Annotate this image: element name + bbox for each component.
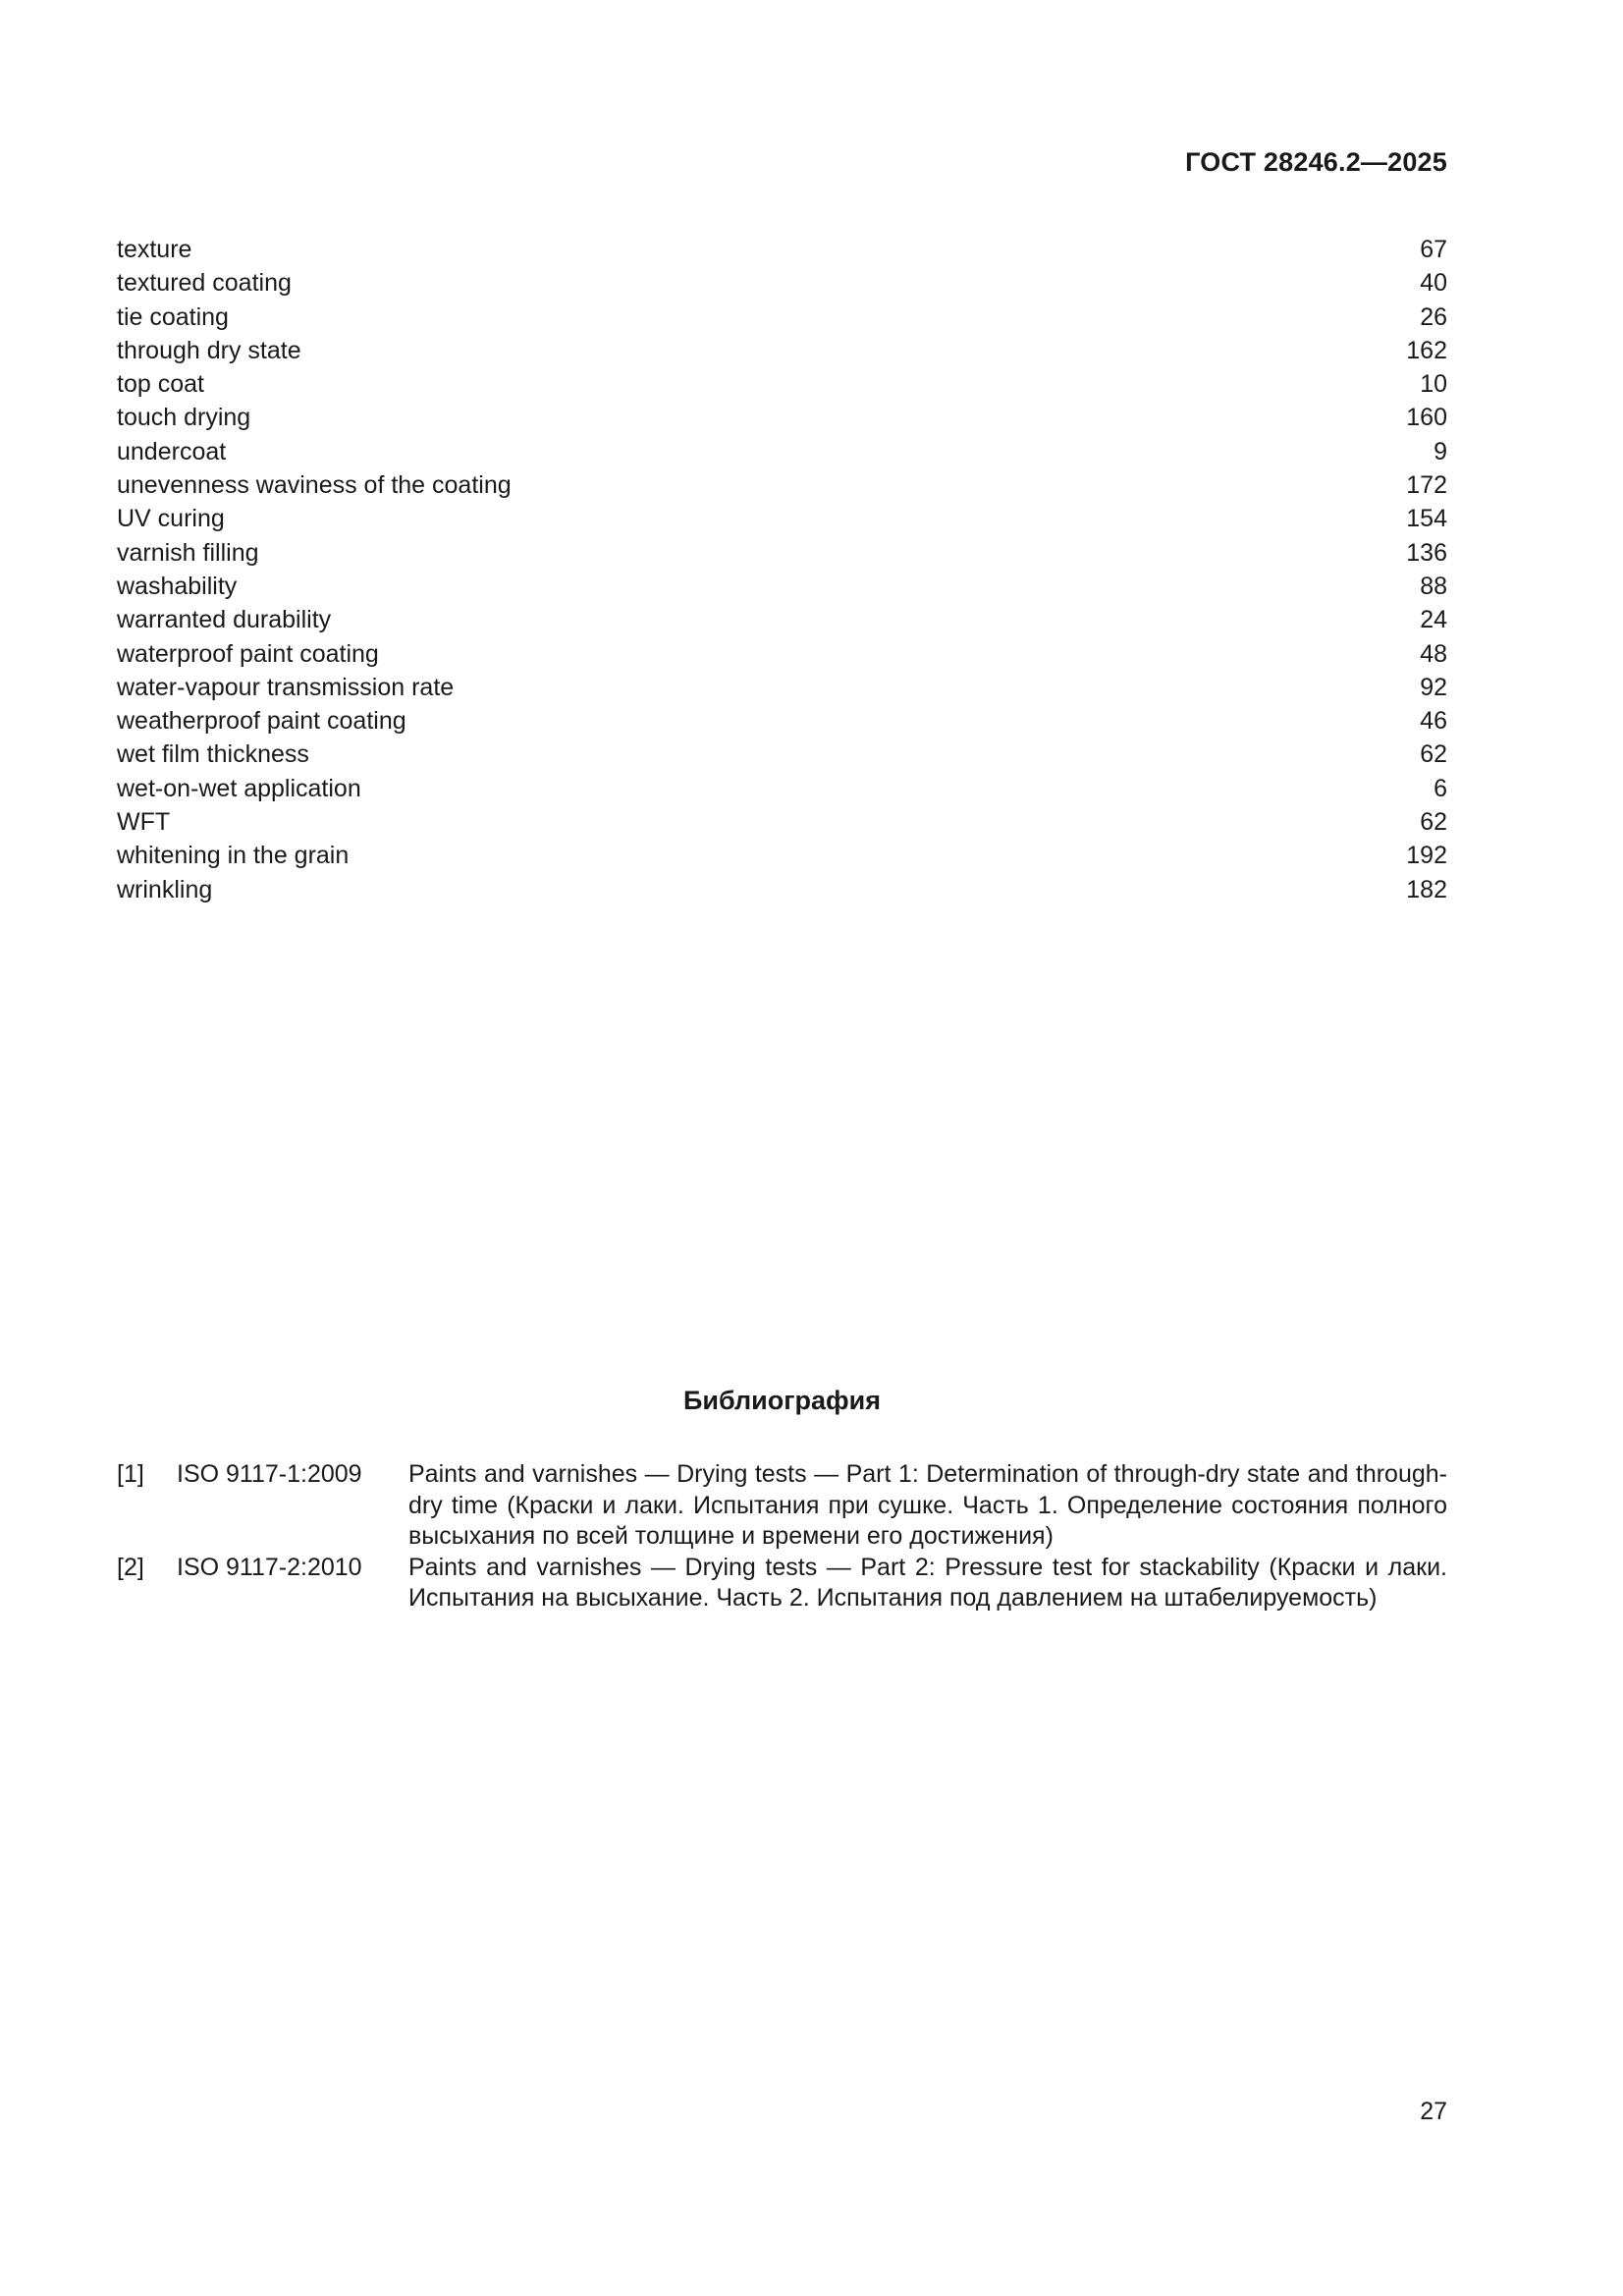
index-term: weatherproof paint coating [117,707,406,736]
index-row [117,805,1447,839]
index-term: undercoat [117,437,227,465]
bibliography-number: [1] [117,1460,144,1488]
bibliography-code: ISO 9117-2:2010 [177,1553,362,1581]
bibliography-number: [2] [117,1553,144,1581]
index-row [117,334,1447,367]
index-row [117,738,1447,771]
term-index-list [117,233,1447,906]
index-term: waterproof paint coating [117,639,379,668]
index-row [117,401,1447,434]
bibliography-entry [117,1553,1447,1614]
index-page: 92 [1420,673,1447,701]
index-term: wet film thickness [117,740,309,769]
index-term: water-vapour transmission rate [117,673,455,701]
index-row [117,873,1447,906]
index-page: 162 [1406,336,1447,364]
index-term: tie coating [117,302,229,331]
index-term: texture [117,236,192,263]
index-term: touch drying [117,404,251,432]
index-term: wrinkling [117,875,213,903]
index-page: 62 [1420,740,1447,769]
index-row [117,671,1447,704]
page-number: 27 [1420,2098,1447,2125]
index-term: whitening in the grain [117,842,350,870]
index-page: 24 [1420,606,1447,634]
index-row [117,570,1447,603]
index-row [117,772,1447,805]
index-page: 62 [1420,808,1447,837]
index-term: warranted durability [117,606,332,634]
index-page: 67 [1420,236,1447,263]
index-row [117,603,1447,636]
index-page: 6 [1434,774,1447,802]
index-term: top coat [117,370,204,399]
index-page: 88 [1420,572,1447,600]
index-term: WFT [117,808,171,837]
index-row [117,468,1447,502]
index-page: 192 [1406,842,1447,870]
index-term: UV curing [117,505,225,533]
index-row [117,435,1447,468]
index-row [117,266,1447,300]
index-row [117,839,1447,872]
index-page: 9 [1434,437,1447,465]
index-page: 46 [1420,707,1447,736]
index-page: 154 [1406,505,1447,533]
index-page: 182 [1406,875,1447,903]
document-code: ГОСТ 28246.2—2025 [1185,147,1447,177]
index-page: 48 [1420,639,1447,668]
index-term: varnish filling [117,538,259,567]
index-term: textured coating [117,269,292,298]
index-term: unevenness waviness of the coating [117,471,512,500]
index-page: 160 [1406,404,1447,432]
index-page: 172 [1406,471,1447,500]
index-row [117,367,1447,401]
bibliography-title: Библиография [683,1386,881,1415]
index-row [117,637,1447,671]
index-row [117,301,1447,334]
index-page: 40 [1420,269,1447,298]
index-page: 10 [1420,370,1447,399]
bibliography-list [117,1459,1447,1614]
index-term: wet-on-wet application [117,774,361,802]
bibliography-text: Paints and varnishes — Drying tests — Part 1: Determination of through-dry state and through-dry time (Краски и лаки. Испытания при сушке. Часть 1. Определение состояния полного высыхания по всей толщине и времени его достижения) [408,1460,1447,1550]
index-term: washability [117,572,238,600]
bibliography-text: Paints and varnishes — Drying tests — Part 2: Pressure test for stackability (Краски и лаки. Испытания на высыхание. Часть 2. Испытания под давлением на штабелируемость) [408,1553,1447,1612]
index-page: 26 [1420,302,1447,331]
index-page: 136 [1406,538,1447,567]
bibliography-code: ISO 9117-1:2009 [177,1460,362,1488]
index-row [117,233,1447,266]
index-term: through dry state [117,336,301,364]
index-row [117,536,1447,570]
index-row [117,502,1447,535]
bibliography-entry [117,1459,1447,1553]
index-row [117,704,1447,738]
